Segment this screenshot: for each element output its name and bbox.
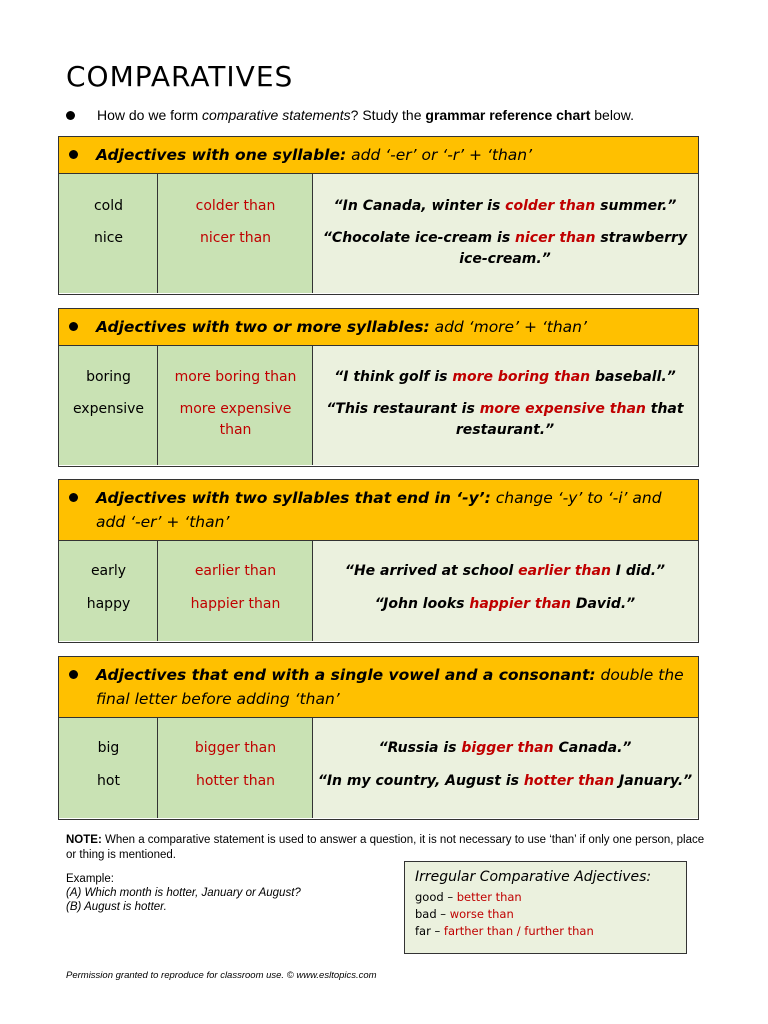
example-question: (A) Which month is hotter, January or August? [66,887,301,899]
example-sentence: “He arrived at school earlier than I did.” [344,563,666,579]
section-header: Adjectives with one syllable: add ‘-er’ or ‘-r’ + ‘than’ [59,137,698,174]
comparative-cell: happier than [190,596,281,612]
page-title: COMPARATIVES [66,60,294,93]
example-sentence: “I think golf is more boring than baseball.” [334,369,676,385]
comparative-cell: bigger than [194,740,277,756]
example-sentence: “In Canada, winter is colder than summer.” [333,198,677,214]
bullet-icon [66,111,75,120]
example-sentence: “In my country, August is hotter than January.” [317,773,693,789]
example-sentence: “John looks happier than David.” [374,596,636,612]
section-vowel-consonant [58,656,699,820]
example-sentence: “Chocolate ice-cream is nicer than strawberry ice-cream.” [322,230,688,267]
comparative-cell: colder than [195,198,276,214]
irregular-adjectives-box [404,861,687,954]
adjective-cell: hot [97,773,120,789]
adjective-cell: happy [86,596,131,612]
comparative-cell: hotter than [195,773,276,789]
example-answer: (B) August is hotter. [66,901,167,913]
adjective-cell: cold [93,198,124,214]
irregular-item: good – better than [415,890,522,904]
section-header: Adjectives with two syllables that end in ‘-y’: change ‘-y’ to ‘-i’ and add ‘-er’ + ‘than’ [59,480,698,541]
comparative-cell: earlier than [194,563,277,579]
adjective-cell: early [90,563,127,579]
adjective-cell: expensive [72,401,145,417]
bullet-icon [69,670,78,679]
adjective-cell: big [97,740,120,756]
comparative-cell: more boring than [174,369,297,385]
intro-text: How do we form comparative statements? Study the grammar reference chart below. [97,107,634,123]
section-ending-y [58,479,699,643]
comparative-cell: nicer than [199,230,272,246]
irregular-item: far – farther than / further than [415,924,594,938]
example-label: Example: [66,873,114,885]
section-multi-syllable [58,308,699,467]
comparative-cell: more expensive than [179,401,292,438]
section-header: Adjectives that end with a single vowel and a consonant: double the final letter before adding ‘than’ [59,657,698,718]
adjective-cell: nice [93,230,124,246]
section-header: Adjectives with two or more syllables: add ‘more’ + ‘than’ [59,309,698,346]
adjective-cell: boring [86,369,131,385]
bullet-icon [69,322,78,331]
bullet-icon [69,493,78,502]
footer-permission: Permission granted to reproduce for classroom use. © www.esltopics.com [66,970,377,981]
example-block [66,872,301,914]
section-one-syllable [58,136,699,295]
bullet-icon [69,150,78,159]
note-text: NOTE: When a comparative statement is used to answer a question, it is not necessary to use ‘than’ if only one person, place or thing is mentioned. [66,834,705,861]
irregular-heading: Irregular Comparative Adjectives: [415,869,652,885]
irregular-item: bad – worse than [415,907,514,921]
example-sentence: “This restaurant is more expensive than that restaurant.” [326,401,684,438]
example-sentence: “Russia is bigger than Canada.” [378,740,632,756]
intro-line [66,107,634,123]
